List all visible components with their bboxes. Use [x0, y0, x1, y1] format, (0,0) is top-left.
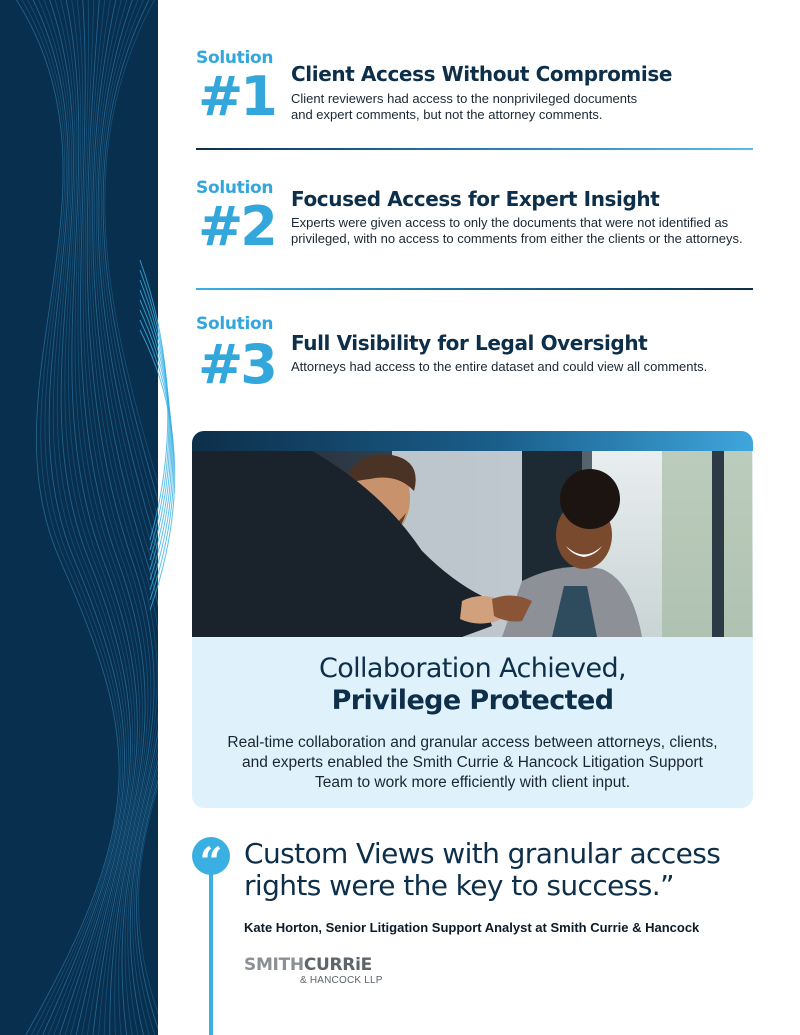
card-title-line1: Collaboration Achieved,: [318, 653, 627, 684]
handshake-photo: [192, 451, 753, 637]
solution-2-description: Experts were given access to only the documents that were not identified as privileged, with no access to comments from either the clients or the attorneys.: [291, 215, 743, 246]
solution-2-label: Solution: [196, 178, 274, 198]
solution-3-label: Solution: [196, 314, 274, 334]
logo-wordmark: [244, 955, 372, 975]
card-title-line2: Privilege Protected: [331, 685, 614, 716]
wave-line: [46, 0, 131, 1035]
solution-2-number: #2: [198, 195, 275, 258]
solution-3: [196, 314, 756, 404]
solution-1: [196, 48, 756, 138]
solution-1-description: Client reviewers had access to the nonprivileged documents and expert comments, but not the attorney comments.: [291, 91, 638, 122]
card-body-text: Real-time collaboration and granular access between attorneys, clients, and experts enabled the Smith Currie & Hancock Litigation Support Team to work more efficiently with client input.: [227, 734, 718, 791]
solution-1-label: Solution: [196, 48, 274, 68]
solution-1-number: #1: [198, 65, 275, 128]
quote-text: Custom Views with granular access rights were the key to success.”: [244, 837, 721, 902]
collaboration-card: [192, 431, 753, 808]
wave-pattern: [0, 0, 158, 1035]
wave-line: [103, 0, 158, 1035]
smith-currie-logo: [244, 955, 414, 991]
wave-line: [81, 0, 146, 1035]
decorative-sidebar: [0, 0, 158, 1035]
solution-3-title: Full Visibility for Legal Oversight: [291, 331, 648, 355]
solution-1-title: Client Access Without Compromise: [291, 62, 672, 86]
logo-word-currie: CURRiE: [303, 955, 372, 975]
solution-3-number: #3: [198, 333, 275, 396]
divider-1: [196, 148, 753, 150]
divider-2: [196, 288, 753, 290]
logo-word-smith: SMITH: [244, 955, 304, 975]
solution-2-title: Focused Access for Expert Insight: [291, 187, 660, 211]
logo-subtitle: & HANCOCK LLP: [300, 975, 383, 986]
quote-author: Kate Horton, Senior Litigation Support Analyst at Smith Currie & Hancock: [244, 920, 700, 935]
wave-line: [28, 0, 125, 1035]
solution-3-description: Attorneys had access to the entire dataset and could view all comments.: [291, 359, 708, 374]
card-header-band: [192, 431, 753, 453]
quote-icon: “: [192, 837, 230, 875]
solution-2: [196, 178, 756, 278]
